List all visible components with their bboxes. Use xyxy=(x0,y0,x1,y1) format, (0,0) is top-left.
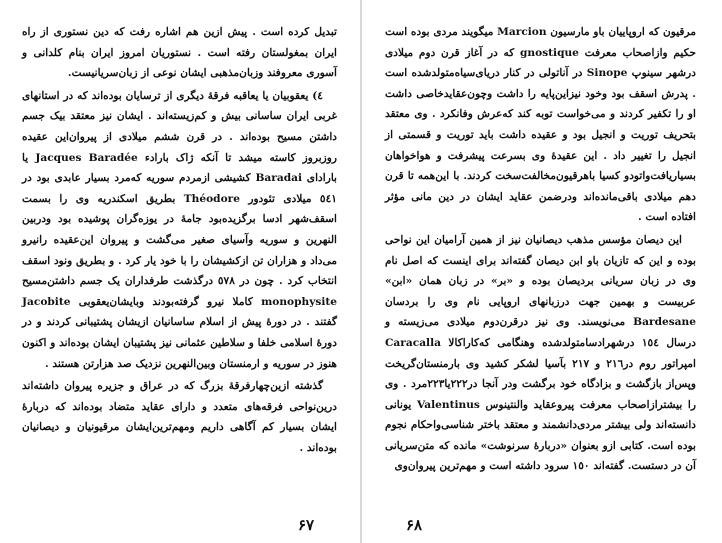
page-number: ۶۷ xyxy=(298,516,315,534)
paragraph: این دیصان مؤسس مذهب دیصانیان نیز از همین آرامیان این نواحی بوده و این که تازیان باو ابن دیصان گفته‌اند برای اینست که اصل نام وی در زبان سریانی بردیصان بوده و «بر» در زبان همان «ابن» عربیست و بهمین جهت درزبانهای اروپایی نام وی را بردسان Bardesane می‌نویسند. وی نیز درقرن‌دوم میلادی می‌زیسته و در‌سال ١٥٤ در‌شهرادسامتولدشده وهنگامی که‌کاراکالا Caracalla امپراتور روم در٢١٦ و ٢١٧ بآسیا لشکر کشید وی بارمنستان‌گریخت وپس‌از بازگشت و بزادگاه خود برگشت ودر آنجا در٢٢٢یا‌٢٢٣مرد . وی را بیشتر‌ازاصحاب معرفت پیروعقاید والنتینوس Valentinus یونانی دانسته‌اند ولی بیشتر مردی‌دانشمند و معتقد باختر شناسی‌واحکام نجوم بوده است. کتابی ازو بعنوان «دربارهٔ سرنوشت» مانده که متن‌سریانی آن در دستست. گفته‌اند ١٥٠ سرود داشته است و مهم‌ترین پیروان‌وی xyxy=(385,233,696,473)
paragraph: ٤) یعقوبیان یا یعاقبه فرقهٔ دیگری از ترسایان بوده‌اند که در استانهای غربی ایران ساسانی بیش و کم‌زیسته‌اند . ایشان نیز معتقد بیک جسم داشتن مسیح بوده‌اند . در قرن ششم میلادی از پیروان‌این عقیده روزبروز کاسته میشد تا آنکه ژاک بارادء Jacques Baradée یا بارادای Baradai کشیشی ازمردم سوریه که‌مرد بسیار عابدی بود در ٥٤١ میلادی تئودور Théodore بطریق اسکندریه وی را بسمت اسقف‌شهر ادسا برگزیده‌بود جامهٔ در یوزه‌گران پوشیده بود ودربین النهرین و سوریه وآسیای صغیر می‌گشت و پیروان این‌عقیده رانیرو می‌داد و هزاران تن ازکشیشان را با خود یار کرد . و بطریق ونود اسقف انتخاب کرد . چون در ٥٧٨ درگذشت طرفداران یک جسم داشتن‌مسیح monophysite کاملا نیرو گرفته‌بودند وبایشان‌یعقوبی Jacobite گفتند . در دورهٔ پیش از اسلام ساسانیان ازیشان پشتیبانی کردند و در دورهٔ اسلامی خلفا و سلاطین عثمانی نیز پشتیبان ایشان بوده‌اند و اکنون هنوز در سوریه و ارمنستان وبین‌النهرین نزدیک صد هزارتن هستند . xyxy=(22,89,338,370)
paragraph: تبدیل کرده است . پیش ازین هم اشاره رفت که دین نستوری از راه ایران بمغولستان رفته است . نستوریان امروز ایران بنام کلدانی و آسوری معروفند وزبان‌مذهبی ایشان نوعی از زبان‌سریانیست. xyxy=(22,26,337,80)
paragraph: مرقیون که اروپاییان باو مارسیون Marcion میگویند مردی بوده است حکیم وازاصحاب معرفت gnostique که در آغاز قرن دوم میلادی درشهر سینوپ Sinope در آناتولی در کنار دریای‌سیاه‌متولدشده است . پدرش اسقف بود وخود نیز‌این‌پایه را داشت وچون‌عقاید‌خاصی داشت او را تکفیر کردند و می‌خواست توبه کند که‌عرش وفانکرد . وی معتقد بتحریف توریت و انجیل بود و عقیده داشت باید توریت و قسمتی از انجیل را تغییر داد . این عقیدهٔ وی بسرعت پیشرفت و هواخواهان بسیاریافت‌واتودو کسیا باهرقیون‌مخالفت‌سخت کردند. با این‌همه تا قرن دهم میلادی باقی‌مانده‌اند ودرضمن عقاید ایشان در دین مانی مؤثر افتاده است . xyxy=(385,26,697,224)
left-page-text xyxy=(22,22,337,458)
right-page xyxy=(361,0,722,543)
right-page-text xyxy=(385,22,696,477)
paragraph: گذشته ازین‌چهارفرقهٔ بزرگ که در عراق و جزیره پیروان داشته‌اند درین‌نواحی فرقه‌های متعدد و دارای عقاید متضاد بوده‌اند که دربارهٔ ایشان بسیار کم آگاهی داریم ومهم‌ترین‌ایشان مرقیونیان و دیصانیان بوده‌اند . xyxy=(22,380,337,454)
page-number: ۶۸ xyxy=(406,516,423,534)
